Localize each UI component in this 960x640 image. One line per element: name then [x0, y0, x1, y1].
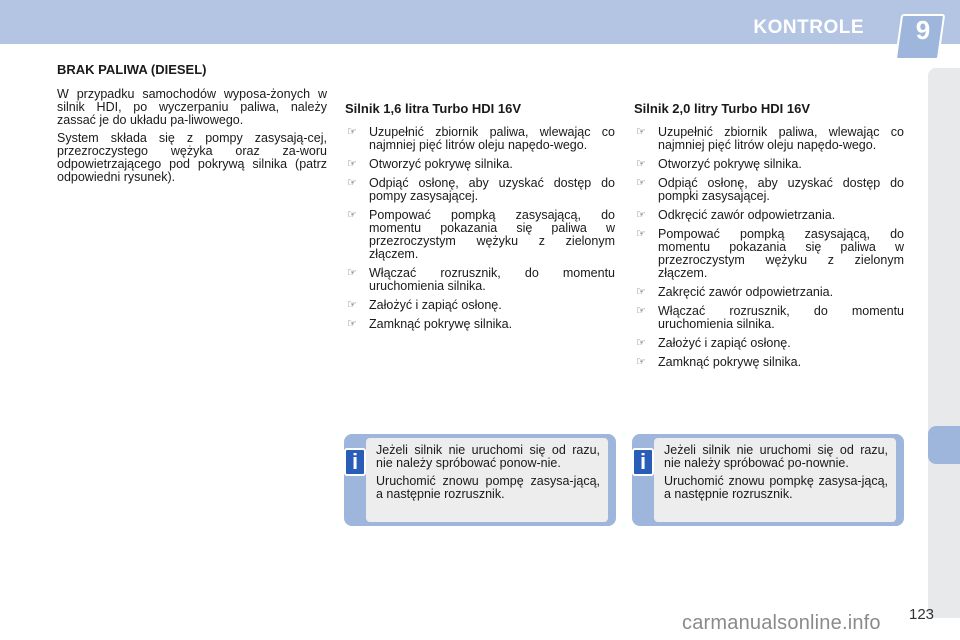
- info-paragraph: Jeżeli silnik nie uruchomi się od razu, nie należy spróbować po-nownie.: [664, 443, 888, 470]
- pointing-hand-icon: ☞: [636, 126, 646, 138]
- side-index-bar: [928, 68, 960, 618]
- pointing-hand-icon: ☞: [636, 305, 646, 317]
- list-item: ☞ Pompować pompką zasysającą, do momentu pokazania się paliwa w przezroczystym wężyku z zielonym złączem.: [636, 227, 904, 280]
- pointing-hand-icon: ☞: [636, 356, 646, 368]
- pointing-hand-icon: ☞: [347, 267, 357, 279]
- info-box-engine-16: [344, 434, 616, 526]
- list-item: ☞ Odpiąć osłonę, aby uzyskać dostęp do pompki zasysającej.: [636, 176, 904, 203]
- pointing-hand-icon: ☞: [347, 158, 357, 170]
- list-item: ☞ Zakręcić zawór odpowietrzania.: [636, 285, 834, 299]
- intro-paragraph: W przypadku samochodów wyposa-żonych w silnik HDI, po wyczerpaniu paliwa, należy zassać je do układu pa-liwowego.: [57, 87, 327, 127]
- pointing-hand-icon: ☞: [636, 177, 646, 189]
- page-number: 123: [909, 606, 935, 623]
- list-item: ☞ Założyć i zapiąć osłonę.: [636, 336, 791, 350]
- info-paragraph: Jeżeli silnik nie uruchomi się od razu, nie należy spróbować ponow-nie.: [376, 443, 600, 470]
- list-item: ☞ Zamknąć pokrywę silnika.: [636, 355, 802, 369]
- info-box-engine-20: [632, 434, 904, 526]
- pointing-hand-icon: ☞: [347, 177, 357, 189]
- list-item: ☞ Uzupełnić zbiornik paliwa, wlewając co najmniej pięć litrów oleju napędo-wego.: [347, 125, 615, 152]
- pointing-hand-icon: ☞: [347, 299, 357, 311]
- info-text: [654, 438, 896, 522]
- engine-20-steps: [634, 126, 904, 375]
- list-item: ☞ Włączać rozrusznik, do momentu uruchomienia silnika.: [347, 266, 615, 293]
- info-text: [366, 438, 608, 522]
- watermark: carmanualsonline.info: [682, 612, 881, 634]
- info-icon: i: [344, 448, 366, 476]
- pointing-hand-icon: ☞: [636, 228, 646, 240]
- info-icon: i: [632, 448, 654, 476]
- intro-paragraph: System składa się z pompy zasysają-cej, przezroczystego wężyka oraz za-woru odpowietrzającego pod pokrywą silnika (patrz odpowiedni rysunek).: [57, 131, 327, 184]
- page-title: KONTROLE: [753, 17, 864, 38]
- pointing-hand-icon: ☞: [347, 126, 357, 138]
- list-item: ☞ Uzupełnić zbiornik paliwa, wlewając co najmniej pięć litrów oleju napędo-wego.: [636, 125, 904, 152]
- info-paragraph: Uruchomić znowu pompę zasysa-jącą, a następnie rozrusznik.: [376, 474, 600, 501]
- list-item: ☞ Otworzyć pokrywę silnika.: [347, 157, 513, 171]
- pointing-hand-icon: ☞: [636, 209, 646, 221]
- chapter-number: 9: [915, 15, 931, 45]
- list-item: ☞ Otworzyć pokrywę silnika.: [636, 157, 802, 171]
- engine-20-title: Silnik 2,0 litry Turbo HDI 16V: [634, 101, 811, 116]
- engine-16-steps: [345, 126, 615, 337]
- info-paragraph: Uruchomić znowu pompkę zasysa-jącą, a następnie rozrusznik.: [664, 474, 888, 501]
- pointing-hand-icon: ☞: [636, 337, 646, 349]
- pointing-hand-icon: ☞: [347, 318, 357, 330]
- list-item: ☞ Odkręcić zawór odpowietrzania.: [636, 208, 836, 222]
- list-item: ☞ Zamknąć pokrywę silnika.: [347, 317, 513, 331]
- section-title: BRAK PALIWA (DIESEL): [57, 62, 207, 77]
- engine-16-title: Silnik 1,6 litra Turbo HDI 16V: [345, 101, 522, 116]
- list-item: ☞ Pompować pompką zasysającą, do momentu pokazania się paliwa w przezroczystym wężyku z zielonym złączem.: [347, 208, 615, 261]
- pointing-hand-icon: ☞: [636, 158, 646, 170]
- list-item: ☞ Włączać rozrusznik, do momentu uruchomienia silnika.: [636, 304, 904, 331]
- side-index-tab[interactable]: [928, 426, 960, 464]
- pointing-hand-icon: ☞: [636, 286, 646, 298]
- intro-text: [57, 88, 327, 189]
- list-item: ☞ Założyć i zapiąć osłonę.: [347, 298, 502, 312]
- list-item: ☞ Odpiąć osłonę, aby uzyskać dostęp do pompy zasysającej.: [347, 176, 615, 203]
- pointing-hand-icon: ☞: [347, 209, 357, 221]
